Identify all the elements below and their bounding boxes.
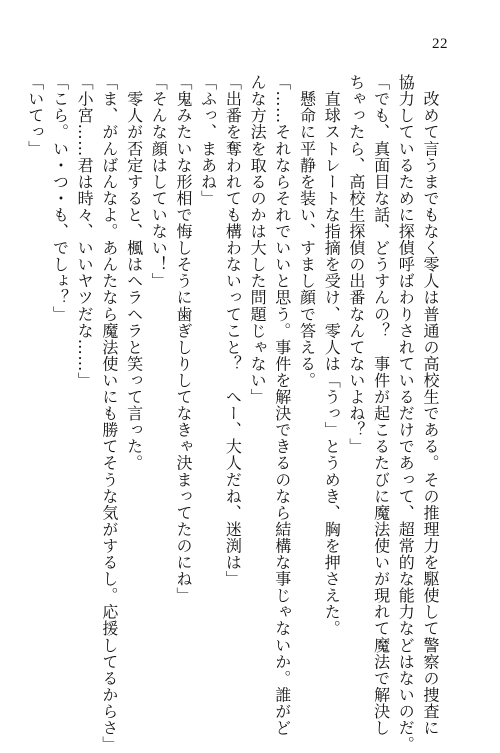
text-line: ちゃったら、高校生探偵の出番なんてないよね？」 [346, 74, 366, 455]
text-line: 協力しているために探偵呼ばわりされているだけであって、超常的な能力などはないのだ。 [396, 74, 416, 753]
text-line: 懸命に平静を装い、すまし顔で答える。 [297, 74, 317, 389]
page-number: 22 [432, 36, 448, 52]
text-line: 「でも、真面目な話、どうすんの？ 事件が起こるたびに魔法使いが現れて魔法で解決し [371, 74, 391, 736]
text-line: 「ま、がんばんなよ。あんたなら魔法使いにも勝てそうな気がするし。応援してるからさ」 [99, 74, 119, 753]
text-line: 「ふっ、まあね」 [198, 74, 218, 207]
text-line: 零人が否定すると、楓はヘラヘラと笑って言った。 [124, 74, 144, 472]
text-line: 「……それならそれでいいと思う。事件を解決できるのなら結構な事じゃないか。誰がど [272, 74, 292, 736]
text-line: 「いてっ」 [25, 74, 45, 157]
vertical-text-body [22, 74, 442, 753]
text-line: 「こら。い・つ・も、でしょ？」 [50, 74, 70, 323]
text-line: んな方法を取るのかは大した問題じゃない」 [248, 74, 268, 405]
text-line: 直球ストレートな指摘を受け、零人は「うっ」とうめき、胸を押さえた。 [322, 74, 342, 637]
text-line: 改めて言うまでもなく零人は普通の高校生である。その推理力を駆使して警察の捜査に [421, 74, 440, 736]
text-line: 「そんな顔はしていない！」 [149, 74, 169, 290]
text-line: 「出番を奪われても構わないってこと？ へー、大人だね、迷渕は」 [223, 74, 243, 588]
text-line: 「鬼みたいな形相で悔しそうに歯ぎしりしてなきゃ決まってたのにね」 [173, 74, 193, 604]
text-line: 「小宮……君は時々、いいヤツだな……」 [75, 74, 95, 389]
